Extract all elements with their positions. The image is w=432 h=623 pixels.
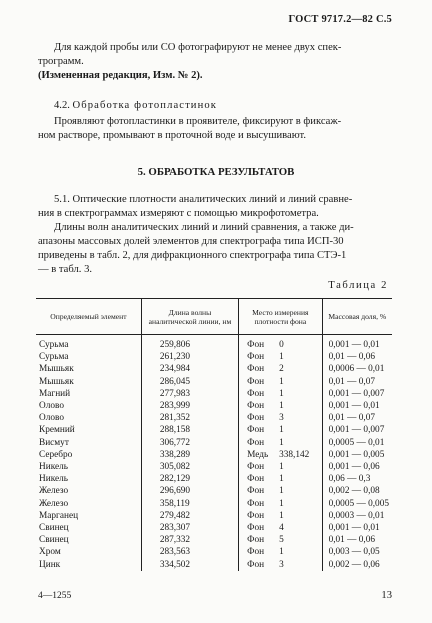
cell-location-value: 1	[279, 486, 284, 497]
para2-line-4: — в табл. 3.	[38, 264, 93, 275]
cell-location	[239, 388, 322, 400]
print-code: 4—1255	[38, 591, 72, 601]
table-caption: Таблица 2	[328, 280, 388, 291]
cell-location	[239, 412, 322, 424]
table-row	[36, 351, 392, 363]
para2-line-2: апазоны массовых долей элементов для спектрографа типа ИСП-30	[38, 236, 344, 247]
table-body	[36, 335, 392, 571]
cell-location-value: 1	[279, 474, 284, 485]
cell-fraction: 0,0005 — 0,005	[322, 498, 392, 510]
cell-wavelength: 283,563	[141, 546, 238, 558]
col-header-location: Место измерения плотности фона	[239, 299, 322, 335]
table-row	[36, 388, 392, 400]
table-row	[36, 473, 392, 485]
cell-fraction: 0,001 — 0,06	[322, 461, 392, 473]
cell-fraction: 0,001 — 0,007	[322, 424, 392, 436]
standard-header: ГОСТ 9717.2—82 С.5	[288, 14, 392, 25]
s42-line-1: Проявляют фотопластинки в проявителе, фиксируют в фиксаж-	[54, 116, 342, 127]
table-row	[36, 534, 392, 546]
table-row	[36, 376, 392, 388]
cell-location-type: Фон	[247, 364, 265, 375]
cell-fraction: 0,002 — 0,08	[322, 485, 392, 497]
cell-element: Цинк	[39, 559, 61, 570]
cell-element: Железо	[39, 498, 69, 509]
cell-location	[239, 485, 322, 497]
cell-location-value: 1	[279, 352, 284, 363]
cell-element: Кремний	[39, 425, 75, 436]
para2-line-1: Длины волн аналитических линий и линий сравнения, а также ди-	[54, 222, 354, 233]
col-header-fraction: Массовая доля, %	[322, 299, 392, 335]
cell-location-type: Фон	[247, 474, 265, 485]
cell-wavelength: 283,307	[141, 522, 238, 534]
cell-fraction: 0,003 — 0,05	[322, 546, 392, 558]
cell-wavelength: 287,332	[141, 534, 238, 546]
cell-element: Никель	[39, 462, 68, 473]
s51-line-1: 5.1. Оптические плотности аналитических линий и линий сравне-	[54, 194, 353, 205]
cell-element: Сурьма	[39, 352, 69, 363]
table-row	[36, 363, 392, 375]
cell-fraction: 0,01 — 0,06	[322, 534, 392, 546]
cell-location-type: Фон	[247, 523, 265, 534]
cell-location-type: Фон	[247, 486, 265, 497]
table-header-row	[36, 299, 392, 335]
cell-element: Магний	[39, 388, 71, 399]
table-row	[36, 498, 392, 510]
cell-location-value: 1	[279, 510, 284, 521]
cell-wavelength: 296,690	[141, 485, 238, 497]
cell-location	[239, 376, 322, 388]
cell-fraction: 0,0003 — 0,01	[322, 510, 392, 522]
cell-location	[239, 559, 322, 571]
cell-fraction: 0,001 — 0,01	[322, 339, 392, 351]
cell-fraction: 0,001 — 0,007	[322, 388, 392, 400]
table-row	[36, 485, 392, 497]
cell-location-type: Фон	[247, 425, 265, 436]
table-row	[36, 449, 392, 461]
cell-location-value: 1	[279, 547, 284, 558]
section-5-heading: 5. ОБРАБОТКА РЕЗУЛЬТАТОВ	[137, 166, 295, 178]
cell-location	[239, 473, 322, 485]
cell-wavelength: 282,129	[141, 473, 238, 485]
cell-location-value: 0	[279, 340, 284, 350]
cell-wavelength: 281,352	[141, 412, 238, 424]
cell-location-value: 4	[279, 523, 284, 534]
cell-element: Висмут	[39, 437, 69, 448]
cell-location-type: Фон	[247, 340, 265, 350]
cell-location-type: Фон	[247, 547, 265, 558]
cell-location-value: 1	[279, 425, 284, 436]
table-row	[36, 437, 392, 449]
cell-wavelength: 338,289	[141, 449, 238, 461]
cell-wavelength: 306,772	[141, 437, 238, 449]
subsection-4-2-title: Обработка фотопластинок	[72, 100, 217, 111]
table-row	[36, 412, 392, 424]
subsection-4-2-number: 4.2.	[54, 100, 70, 111]
cell-location-value: 5	[279, 535, 284, 546]
cell-element: Серебро	[39, 449, 73, 460]
cell-location	[239, 339, 322, 351]
cell-fraction: 0,0006 — 0,01	[322, 363, 392, 375]
cell-element: Свинец	[39, 535, 69, 546]
cell-location-value: 1	[279, 437, 284, 448]
page-number: 13	[381, 590, 392, 601]
cell-location	[239, 546, 322, 558]
cell-location-value: 1	[279, 498, 284, 509]
s42-line-2: ном растворе, промывают в проточной воде и высушивают.	[38, 130, 306, 141]
cell-location-type: Фон	[247, 376, 265, 387]
cell-fraction: 0,0005 — 0,01	[322, 437, 392, 449]
cell-location-value: 2	[279, 364, 284, 375]
cell-location	[239, 498, 322, 510]
cell-location-type: Фон	[247, 352, 265, 363]
cell-element: Сурьма	[39, 340, 69, 350]
cell-element: Мышьяк	[39, 376, 74, 387]
intro-line-2: трограмм.	[38, 56, 84, 67]
cell-wavelength: 283,999	[141, 400, 238, 412]
cell-location-type: Фон	[247, 559, 265, 570]
cell-fraction: 0,001 — 0,005	[322, 449, 392, 461]
cell-wavelength: 358,119	[141, 498, 238, 510]
cell-location-type: Фон	[247, 498, 265, 509]
subsection-4-2-heading	[54, 99, 217, 113]
cell-location-type: Медь	[247, 449, 269, 460]
cell-wavelength: 259,806	[141, 339, 238, 351]
cell-fraction: 0,002 — 0,06	[322, 559, 392, 571]
cell-location	[239, 510, 322, 522]
cell-element: Хром	[39, 547, 61, 558]
table-row	[36, 510, 392, 522]
table-row	[36, 522, 392, 534]
cell-fraction: 0,001 — 0,01	[322, 400, 392, 412]
cell-fraction: 0,01 — 0,07	[322, 412, 392, 424]
cell-location-value: 3	[279, 559, 284, 570]
table-row	[36, 546, 392, 558]
table-row	[36, 461, 392, 473]
cell-fraction: 0,001 — 0,01	[322, 522, 392, 534]
cell-location	[239, 522, 322, 534]
cell-wavelength: 261,230	[141, 351, 238, 363]
cell-fraction: 0,06 — 0,3	[322, 473, 392, 485]
para2-line-3: приведены в табл. 2, для дифракционного спектрографа типа СТЭ-1	[38, 250, 347, 261]
cell-location-value: 3	[279, 413, 284, 424]
cell-wavelength: 279,482	[141, 510, 238, 522]
cell-location-value: 1	[279, 401, 284, 412]
cell-location	[239, 363, 322, 375]
cell-fraction: 0,01 — 0,07	[322, 376, 392, 388]
cell-location	[239, 437, 322, 449]
cell-wavelength: 288,158	[141, 424, 238, 436]
cell-wavelength: 277,983	[141, 388, 238, 400]
cell-location	[239, 534, 322, 546]
cell-fraction: 0,01 — 0,06	[322, 351, 392, 363]
col-header-wavelength: Длина волны аналитической линии, нм	[141, 299, 238, 335]
table-row	[36, 400, 392, 412]
data-table	[36, 298, 392, 571]
cell-element: Железо	[39, 486, 69, 497]
cell-element: Марганец	[39, 510, 79, 521]
cell-location	[239, 400, 322, 412]
cell-element: Олово	[39, 413, 64, 424]
cell-location-value: 1	[279, 462, 284, 473]
cell-location-type: Фон	[247, 437, 265, 448]
cell-element: Мышьяк	[39, 364, 74, 375]
cell-location	[239, 449, 322, 461]
cell-element: Олово	[39, 401, 64, 412]
cell-location-type: Фон	[247, 388, 265, 399]
cell-element: Никель	[39, 474, 68, 485]
cell-wavelength: 305,082	[141, 461, 238, 473]
cell-wavelength: 234,984	[141, 363, 238, 375]
revision-note: (Измененная редакция, Изм. № 2).	[38, 70, 203, 81]
cell-wavelength: 334,502	[141, 559, 238, 571]
cell-location-type: Фон	[247, 462, 265, 473]
cell-location-value: 1	[279, 376, 284, 387]
cell-location	[239, 424, 322, 436]
col-header-element: Определяемый элемент	[36, 299, 141, 335]
table-row	[36, 424, 392, 436]
cell-element: Свинец	[39, 523, 69, 534]
s51-line-2: ния в спектрограммах измеряют с помощью микрофотометра.	[38, 208, 319, 219]
cell-location-type: Фон	[247, 401, 265, 412]
cell-location-type: Фон	[247, 413, 265, 424]
cell-wavelength: 286,045	[141, 376, 238, 388]
intro-line-1: Для каждой пробы или СО фотографируют не менее двух спек-	[54, 42, 342, 53]
cell-location-value: 338,142	[279, 449, 310, 460]
cell-location-value: 1	[279, 388, 284, 399]
cell-location	[239, 351, 322, 363]
table-row	[36, 339, 392, 351]
cell-location-type: Фон	[247, 510, 265, 521]
cell-location-type: Фон	[247, 535, 265, 546]
cell-location	[239, 461, 322, 473]
table-row	[36, 559, 392, 571]
